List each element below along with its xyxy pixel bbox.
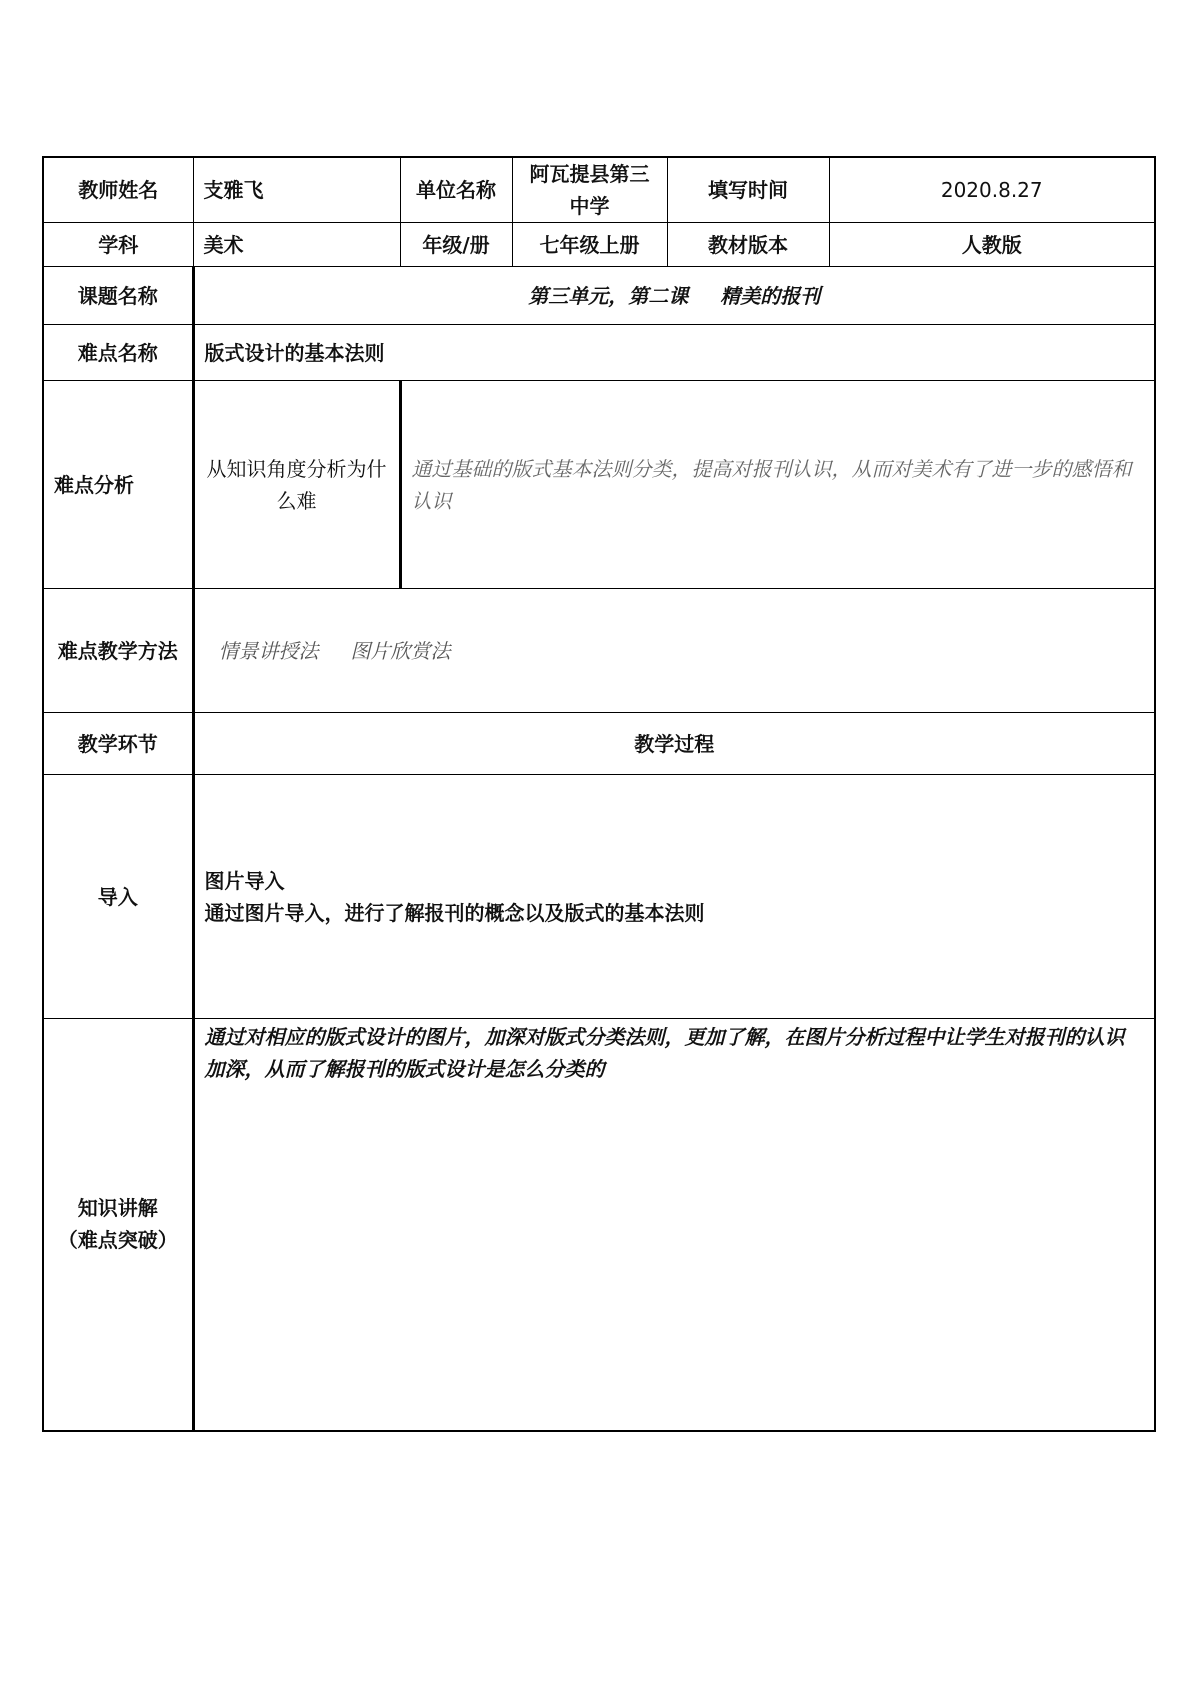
edition-label: 教材版本 — [667, 223, 829, 267]
edition-value: 人教版 — [829, 223, 1155, 267]
process-header-value: 教学过程 — [193, 713, 1155, 775]
intro-row — [43, 775, 1155, 1019]
process-header-label: 教学环节 — [43, 713, 193, 775]
knowledge-label-line-2: （难点突破） — [57, 1228, 178, 1253]
grade-label: 年级/册 — [400, 223, 512, 267]
topic-row — [43, 267, 1155, 325]
topic-value-part2: 精美的报刊 — [720, 283, 821, 308]
topic-value — [193, 267, 1155, 325]
teacher-label: 教师姓名 — [43, 157, 193, 223]
lesson-plan-table — [42, 156, 1156, 1432]
method-label: 难点教学方法 — [43, 589, 193, 713]
subject-value: 美术 — [193, 223, 400, 267]
process-header-row — [43, 713, 1155, 775]
subject-label: 学科 — [43, 223, 193, 267]
header-row-2 — [43, 223, 1155, 267]
header-row-1 — [43, 157, 1155, 223]
knowledge-label-line-1: 知识讲解 — [77, 1196, 158, 1221]
lesson-plan-sheet — [42, 156, 1154, 1432]
intro-label: 导入 — [43, 775, 193, 1019]
grade-value: 七年级上册 — [512, 223, 667, 267]
difficulty-row — [43, 325, 1155, 381]
knowledge-label — [43, 1019, 193, 1431]
unit-label: 单位名称 — [400, 157, 512, 223]
intro-line-2: 通过图片导入，进行了解报刊的概念以及版式的基本法则 — [204, 900, 705, 925]
method-value — [193, 589, 1155, 713]
intro-line-1: 图片导入 — [204, 868, 285, 893]
date-label: 填写时间 — [667, 157, 829, 223]
topic-value-part1: 第三单元，第二课 — [528, 283, 689, 308]
method-row — [43, 589, 1155, 713]
analysis-sub-label: 从知识角度分析为什么难 — [193, 381, 400, 589]
unit-value: 阿瓦提县第三中学 — [512, 157, 667, 223]
knowledge-value: 通过对相应的版式设计的图片，加深对版式分类法则，更加了解，在图片分析过程中让学生对报刊的认识加深，从而了解报刊的版式设计是怎么分类的 — [193, 1019, 1155, 1431]
analysis-label: 难点分析 — [43, 381, 193, 589]
knowledge-row — [43, 1019, 1155, 1431]
method-value-part2: 图片欣赏法 — [350, 638, 451, 663]
analysis-row — [43, 381, 1155, 589]
method-value-part1: 情景讲授法 — [218, 638, 319, 663]
analysis-value: 通过基础的版式基本法则分类，提高对报刊认识，从而对美术有了进一步的感悟和认识 — [400, 381, 1155, 589]
date-value: 2020.8.27 — [829, 157, 1155, 223]
intro-value — [193, 775, 1155, 1019]
difficulty-label: 难点名称 — [43, 325, 193, 381]
difficulty-value: 版式设计的基本法则 — [193, 325, 1155, 381]
topic-label: 课题名称 — [43, 267, 193, 325]
teacher-value: 支雅飞 — [193, 157, 400, 223]
